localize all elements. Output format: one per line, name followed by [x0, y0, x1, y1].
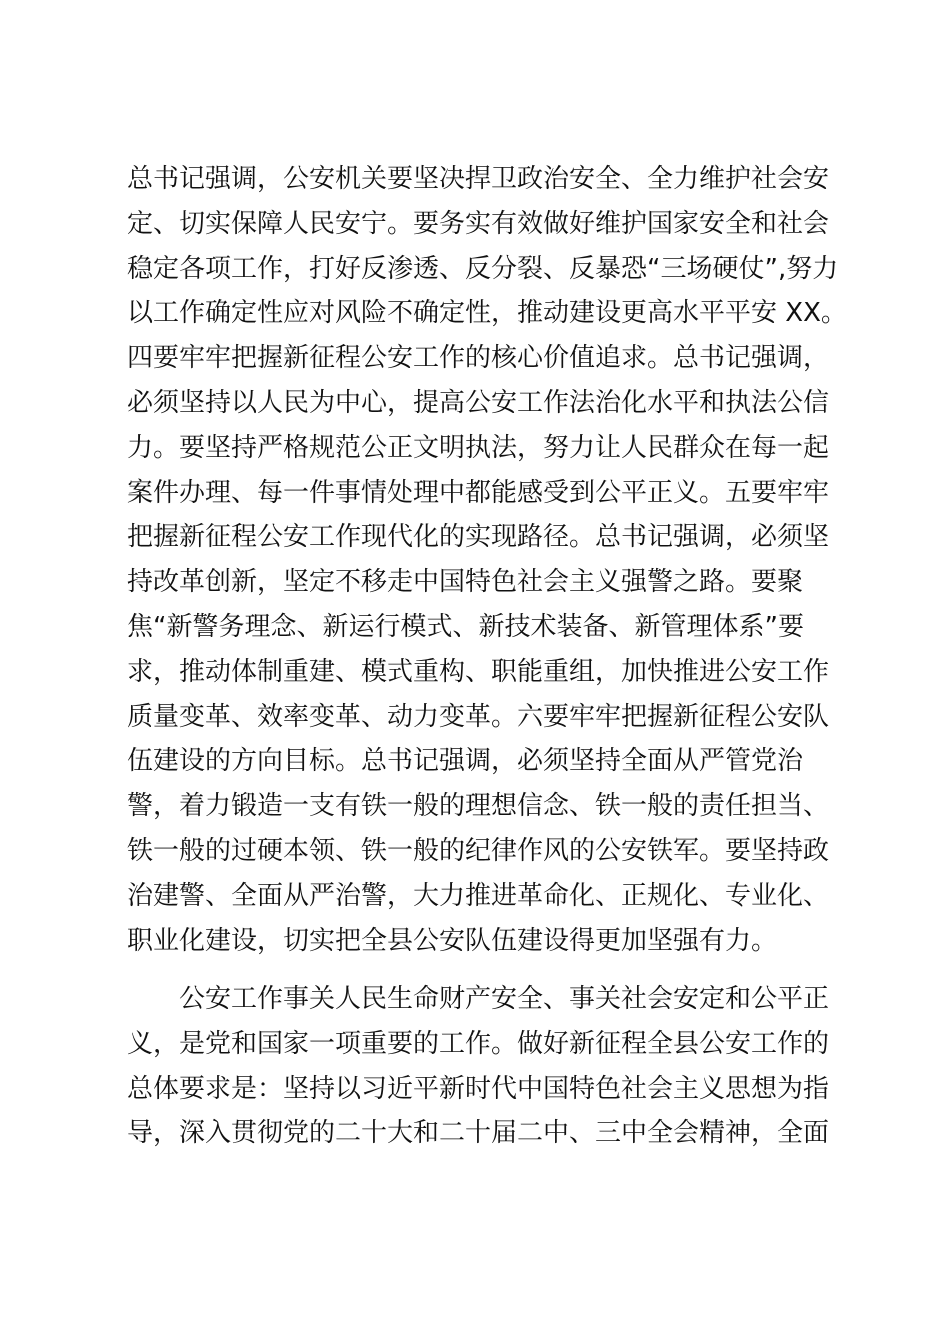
- paragraph-line: 铁一般的过硬本领、铁一般的纪律作风的公安铁军。要坚持政: [127, 835, 830, 866]
- paragraph-line: 总书记强调，公安机关要坚决捍卫政治安全、全力维护社会安: [127, 164, 830, 194]
- paragraph-line: 职业化建设，切实把全县公安队伍建设得更加坚强有力。: [127, 925, 778, 956]
- paragraph-line: 持改革创新，坚定不移走中国特色社会主义强警之路。要聚: [127, 567, 804, 598]
- paragraph-line: 义，是党和国家一项重要的工作。做好新征程全县公安工作的: [127, 1028, 830, 1059]
- paragraph-line: 必须坚持以人民为中心，提高公安工作法治化水平和执法公信: [127, 387, 830, 418]
- paragraph-line: 以工作确定性应对风险不确定性，推动建设更高水平平安 XX。: [127, 298, 847, 329]
- paragraph-line: 把握新征程公安工作现代化的实现路径。总书记强调，必须坚: [127, 522, 830, 553]
- paragraph-line: 稳定各项工作，打好反渗透、反分裂、反暴恐“三场硬仗”,努力: [127, 253, 839, 284]
- paragraph-line: 求，推动体制重建、模式重构、职能重组，加快推进公安工作: [127, 656, 830, 687]
- paragraph-line: 定、切实保障人民安宁。要务实有效做好维护国家安全和社会: [127, 208, 830, 239]
- paragraph-line: 力。要坚持严格规范公正文明执法，努力让人民群众在每一起: [127, 432, 830, 463]
- paragraph-1: [127, 157, 847, 963]
- paragraph-line: 四要牢牢把握新征程公安工作的核心价值追求。总书记强调，: [127, 343, 830, 374]
- paragraph-line: 焦“新警务理念、新运行模式、新技术装备、新管理体系”要: [127, 611, 804, 642]
- paragraph-line: 治建警、全面从严治警，大力推进革命化、正规化、专业化、: [127, 880, 830, 911]
- paragraph-line: 伍建设的方向目标。总书记强调，必须坚持全面从严管党治: [127, 746, 804, 777]
- paragraph-line: 公安工作事关人民生命财产安全、事关社会安定和公平正: [179, 984, 830, 1014]
- paragraph-line: 警，着力锻造一支有铁一般的理想信念、铁一般的责任担当、: [127, 791, 830, 822]
- paragraph-line: 案件办理、每一件事情处理中都能感受到公平正义。五要牢牢: [127, 477, 830, 508]
- paragraph-2: [127, 977, 830, 1156]
- paragraph-line: 总体要求是：坚持以习近平新时代中国特色社会主义思想为指: [127, 1073, 830, 1104]
- paragraph-line: 导，深入贯彻党的二十大和二十届二中、三中全会精神，全面: [127, 1118, 830, 1149]
- paragraph-line: 质量变革、效率变革、动力变革。六要牢牢把握新征程公安队: [127, 701, 830, 732]
